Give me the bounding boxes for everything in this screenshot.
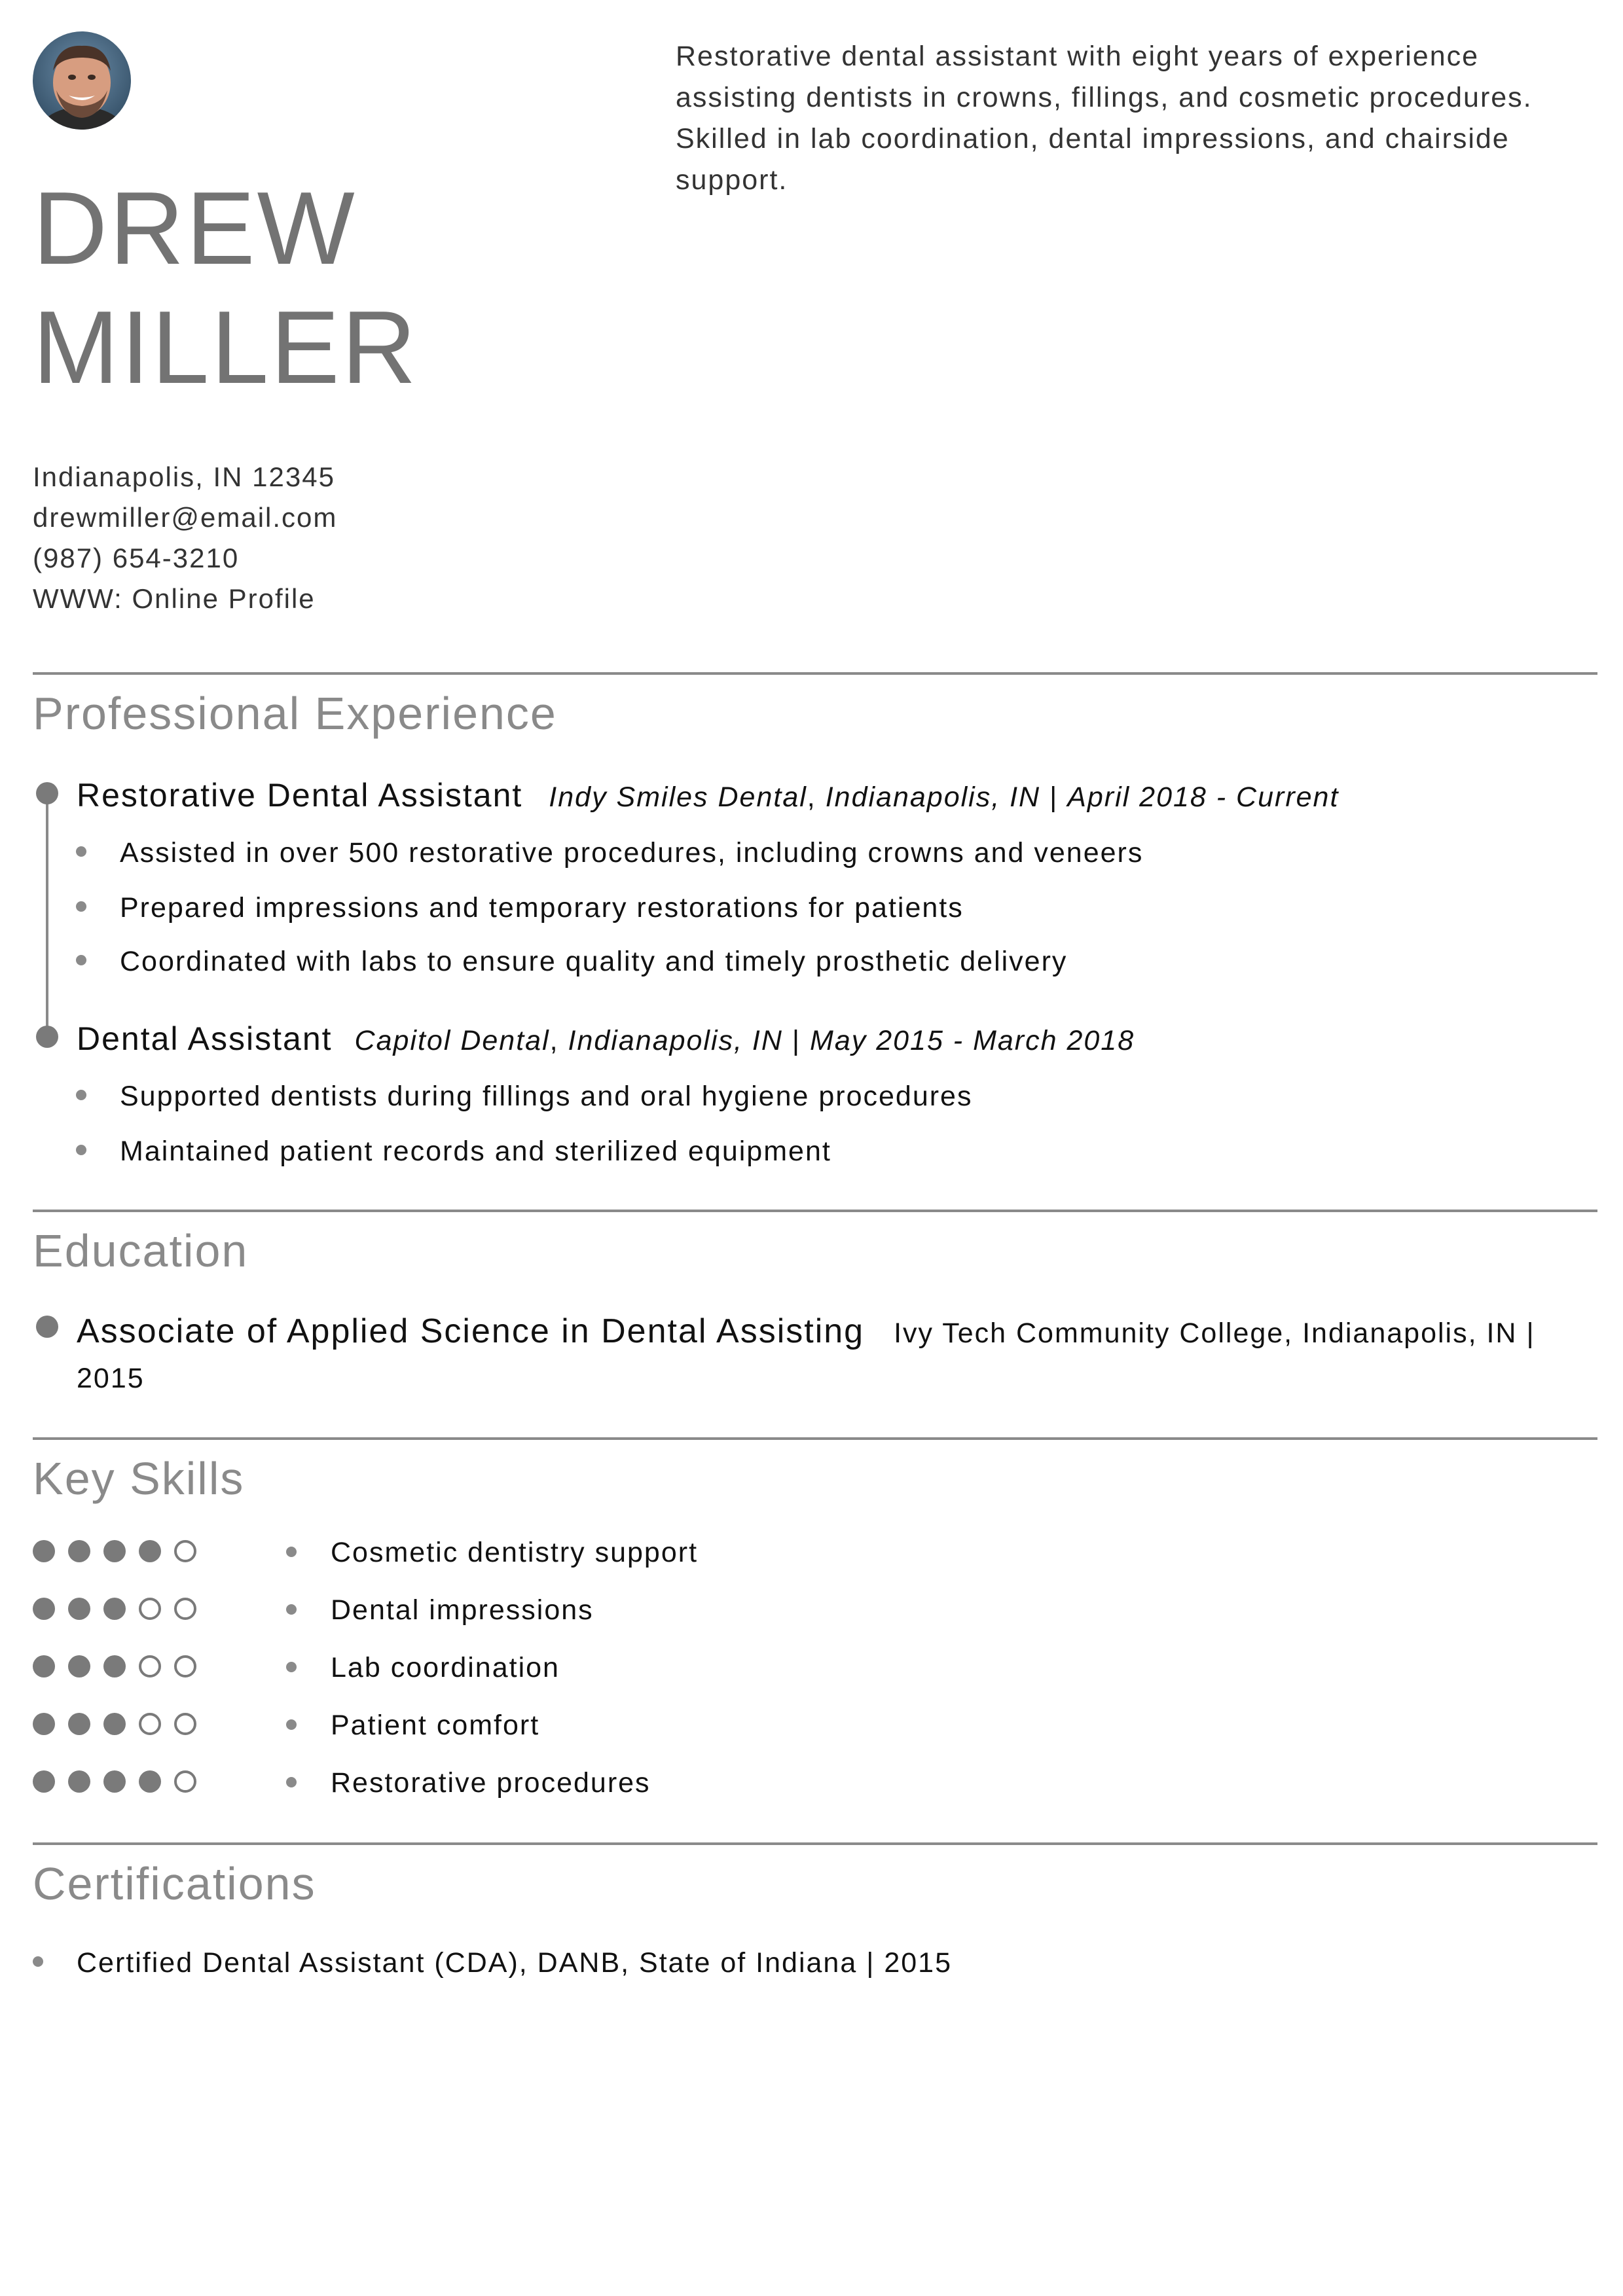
bullet-dot (76, 846, 86, 857)
skills-heading: Key Skills (33, 1453, 245, 1504)
contact-website (33, 585, 316, 613)
website-link[interactable]: Online Profile (132, 583, 316, 614)
rating-dot-empty (139, 1655, 161, 1677)
contact-address: Indianapolis, IN 12345 (33, 461, 335, 492)
job-header (77, 1022, 1135, 1055)
timeline-dot (36, 782, 58, 804)
education-meta (894, 1318, 1535, 1349)
education-degree: Associate of Applied Science in Dental Assisting (77, 1312, 865, 1350)
rating-dot-empty (174, 1655, 196, 1677)
section-divider (33, 1437, 1597, 1440)
section-divider (33, 1210, 1597, 1212)
job-company: Indy Smiles Dental (549, 781, 807, 813)
rating-dot-filled (139, 1770, 161, 1793)
certifications-heading: Certifications (33, 1858, 316, 1909)
job-location: Indianapolis, IN (825, 781, 1041, 813)
education-year: 2015 (77, 1363, 145, 1394)
skill-rating (33, 1540, 196, 1564)
rating-dot-filled (68, 1598, 90, 1620)
education-row (77, 1314, 1535, 1348)
rating-dot-empty (174, 1540, 196, 1562)
rating-dot-filled (103, 1540, 126, 1562)
rating-dot-filled (103, 1770, 126, 1793)
education-dot (36, 1316, 58, 1338)
rating-dot-filled (68, 1713, 90, 1735)
contact-phone: (987) 654-3210 (33, 543, 240, 573)
rating-dot-filled (139, 1540, 161, 1562)
skill-name: Patient comfort (331, 1710, 540, 1741)
rating-dot-filled (33, 1598, 55, 1620)
rating-dot-filled (33, 1770, 55, 1793)
bullet-dot (286, 1547, 297, 1557)
rating-dot-filled (103, 1713, 126, 1735)
contact-email[interactable]: drewmiller@email.com (33, 502, 338, 533)
last-name: MILLER (33, 290, 418, 405)
experience-heading: Professional Experience (33, 688, 557, 739)
rating-dot-empty (174, 1770, 196, 1793)
bullet-dot (76, 1090, 86, 1100)
rating-dot-filled (103, 1655, 126, 1677)
bullet-dot (33, 1956, 43, 1967)
bullet-dot (286, 1719, 297, 1730)
job-bullet: Maintained patient records and sterilized equipment (120, 1136, 831, 1167)
section-divider (33, 1842, 1597, 1845)
rating-dot-filled (33, 1540, 55, 1562)
skill-name: Cosmetic dentistry support (331, 1537, 699, 1568)
bullet-dot (76, 901, 86, 912)
job-role: Restorative Dental Assistant (77, 777, 523, 814)
education-school: Ivy Tech Community College, Indianapolis, IN (894, 1318, 1518, 1349)
job-bullet: Assisted in over 500 restorative procedures, including crowns and veneers (120, 837, 1144, 869)
bullet-dot (286, 1662, 297, 1672)
rating-dot-filled (103, 1598, 126, 1620)
timeline-dot (36, 1026, 58, 1048)
rating-dot-empty (139, 1713, 161, 1735)
separator: | (792, 1025, 801, 1056)
rating-dot-filled (68, 1655, 90, 1677)
bullet-dot (76, 1145, 86, 1155)
job-header (77, 779, 1339, 812)
timeline-line (46, 793, 48, 1037)
bullet-dot (286, 1604, 297, 1615)
skill-rating (33, 1770, 196, 1794)
skill-rating (33, 1713, 196, 1736)
job-company: Capitol Dental (354, 1025, 550, 1056)
skill-name: Dental impressions (331, 1594, 594, 1626)
avatar-image (33, 31, 131, 130)
profile-photo (33, 31, 131, 130)
rating-dot-empty (174, 1713, 196, 1735)
website-label: WWW: (33, 583, 123, 614)
job-dates: May 2015 - March 2018 (810, 1025, 1135, 1056)
job-bullet: Prepared impressions and temporary restorations for patients (120, 892, 964, 924)
certification-name: Certified Dental Assistant (CDA), DANB, State of Indiana (77, 1947, 858, 1979)
rating-dot-empty (139, 1598, 161, 1620)
job-bullet: Supported dentists during fillings and oral hygiene procedures (120, 1081, 973, 1112)
bullet-dot (76, 955, 86, 965)
summary-text: Restorative dental assistant with eight years of experience assisting dentists in crowns, fillings, and cosmetic procedures. Skilled in lab coordination, dental impressions, and chairside support. (676, 41, 1533, 196)
rating-dot-empty (174, 1598, 196, 1620)
job-dates: April 2018 - Current (1067, 781, 1340, 813)
rating-dot-filled (68, 1770, 90, 1793)
certification-year: 2015 (884, 1947, 952, 1979)
certification-item (77, 1949, 952, 1977)
job-role: Dental Assistant (77, 1020, 333, 1057)
education-heading: Education (33, 1225, 249, 1276)
skill-rating (33, 1598, 196, 1621)
job-meta: Indy Smiles Dental, Indianapolis, IN | April 2018 - Current (549, 781, 1340, 813)
section-divider (33, 672, 1597, 675)
rating-dot-filled (33, 1655, 55, 1677)
rating-dot-filled (68, 1540, 90, 1562)
separator: | (1526, 1318, 1535, 1349)
separator: | (866, 1947, 875, 1979)
job-location: Indianapolis, IN (568, 1025, 783, 1056)
bullet-dot (286, 1777, 297, 1787)
first-name: DREW (33, 171, 357, 286)
skill-name: Lab coordination (331, 1652, 560, 1683)
skill-rating (33, 1655, 196, 1679)
job-meta: Capitol Dental, Indianapolis, IN | May 2015 - March 2018 (354, 1025, 1135, 1056)
separator: | (1049, 781, 1059, 813)
skill-name: Restorative procedures (331, 1767, 651, 1799)
rating-dot-filled (33, 1713, 55, 1735)
job-bullet: Coordinated with labs to ensure quality and timely prosthetic delivery (120, 946, 1068, 977)
